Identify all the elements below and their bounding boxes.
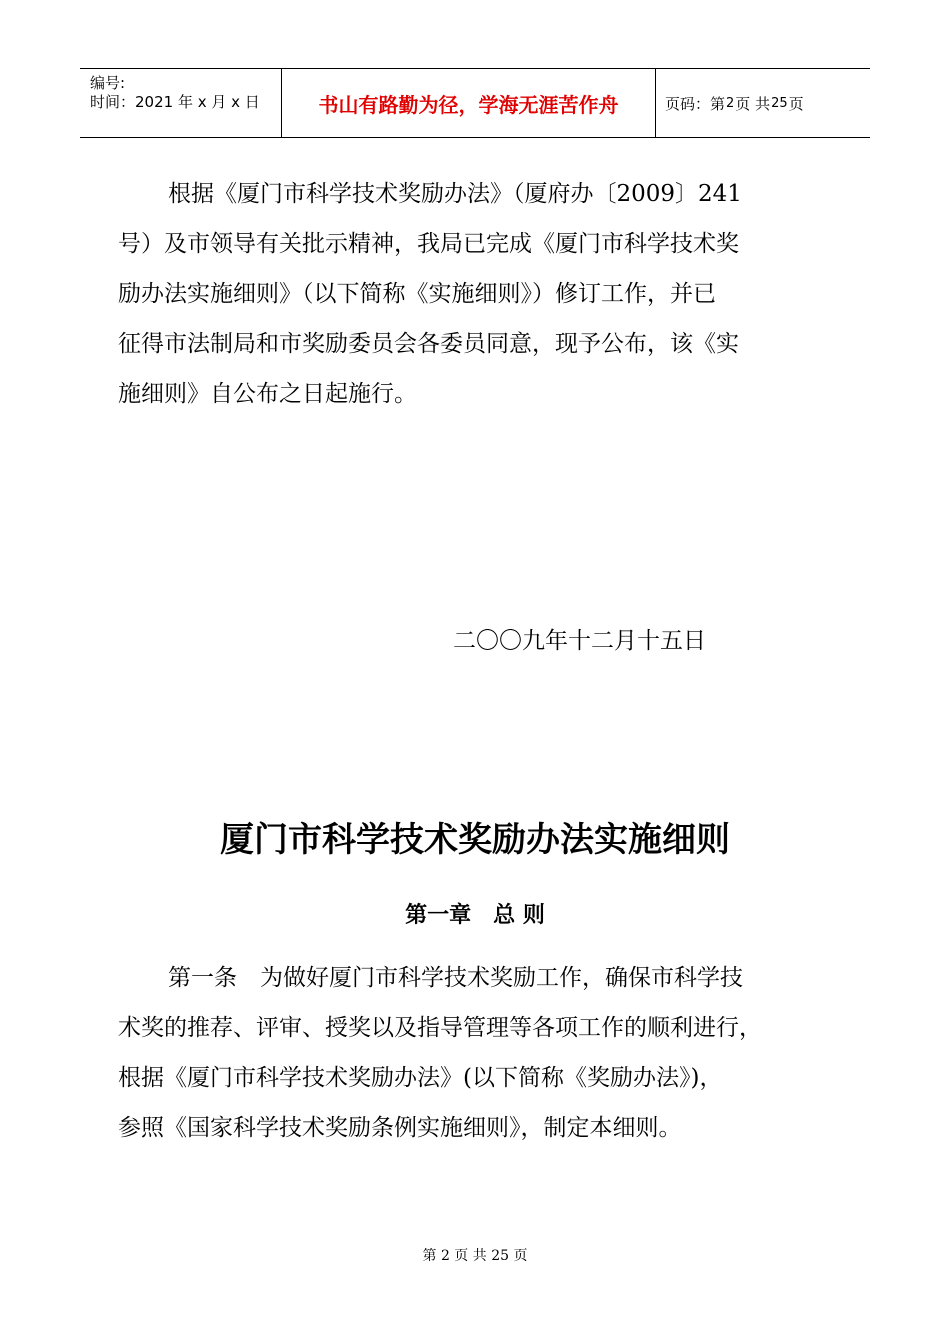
page-current: 2 (726, 95, 735, 111)
document-title: 厦门市科学技术奖励办法实施细则 (220, 820, 730, 860)
issue-date: 二〇〇九年十二月十五日 (453, 628, 706, 654)
page-footer: 第 2 页 共 25 页 (422, 1248, 528, 1264)
page-prefix: 页码：第 (665, 94, 726, 113)
header-meta-cell (80, 69, 282, 137)
paragraph-line: 术奖的推荐、评审、授奖以及指导管理等各项工作的顺利进行， (118, 1015, 762, 1041)
paragraph-line: 号）及市领导有关批示精神，我局已完成《厦门市科学技术奖 (118, 231, 739, 257)
chapter-heading (0, 898, 950, 929)
header-motto: 书山有路勤为径，学海无涯苦作舟 (282, 69, 656, 137)
paragraph-line: 第一条 为做好厦门市科学技术奖励工作，确保市科学技 (168, 965, 743, 991)
page-mid: 页 共 (735, 94, 771, 113)
paragraph-line: 施细则》自公布之日起施行。 (118, 381, 417, 407)
page-suffix: 页 (788, 94, 804, 113)
header-page-info (656, 69, 870, 137)
chapter-name: 总 则 (493, 903, 545, 928)
article-1-paragraph (118, 953, 818, 1153)
intro-paragraph (118, 169, 818, 419)
page-header (80, 68, 870, 138)
paragraph-line: 励办法实施细则》（以下简称《实施细则》）修订工作，并已 (118, 281, 716, 307)
chapter-number: 第一章 (405, 903, 472, 928)
document-time-label: 时间：2021 年 x 月 x 日 (90, 93, 260, 111)
paragraph-line: 根据《厦门市科学技术奖励办法》（厦府办〔2009〕241 (168, 181, 742, 207)
paragraph-line: 参照《国家科学技术奖励条例实施细则》，制定本细则。 (118, 1115, 682, 1141)
document-number-label: 编号: (90, 74, 126, 92)
page-total: 25 (771, 95, 788, 111)
paragraph-line: 征得市法制局和市奖励委员会各委员同意，现予公布，该《实 (118, 331, 739, 357)
paragraph-line: 根据《厦门市科学技术奖励办法》(以下简称《奖励办法》)， (118, 1065, 723, 1091)
